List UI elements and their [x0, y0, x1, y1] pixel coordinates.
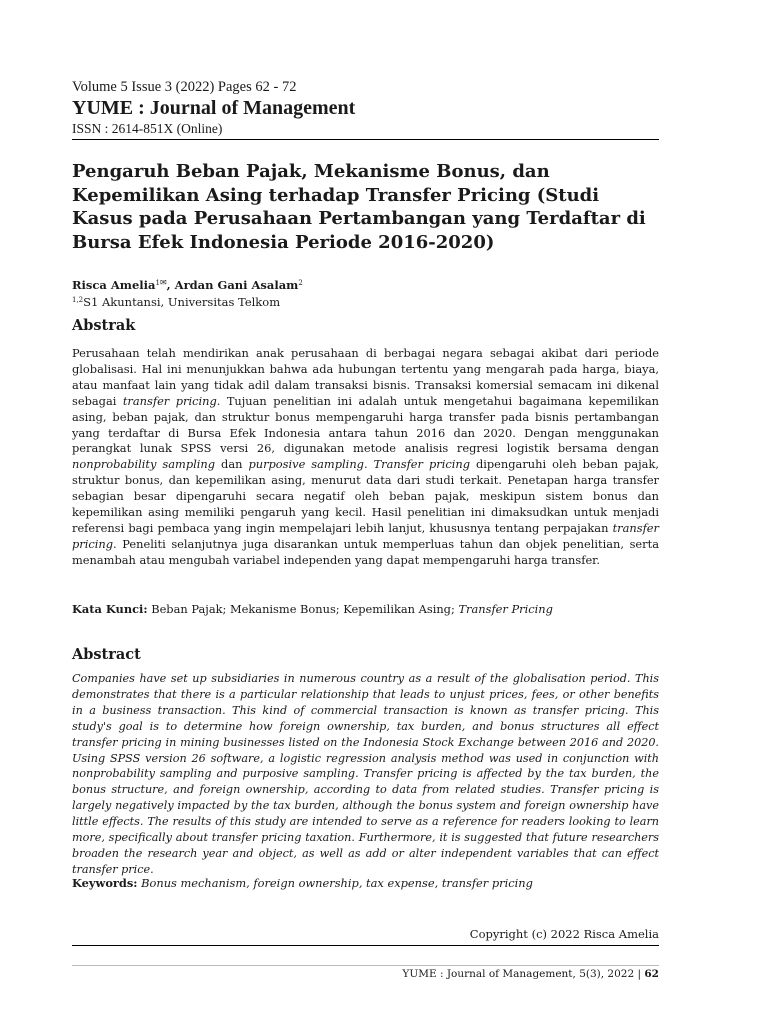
abstract-heading: Abstract — [72, 646, 141, 663]
author-2: Ardan Gani Asalam — [174, 278, 299, 292]
abstrak-italic-term: Transfer pricing — [373, 457, 470, 472]
abstrak-italic-term: transfer pricing — [72, 520, 659, 551]
footer-separator: | — [634, 968, 645, 980]
kata-kunci-italic: Transfer Pricing — [458, 602, 553, 616]
abstrak-text-segment: Perusahaan telah mendirikan anak perusahaan di berbagai negara sebagai akibat dari periode globalisasi. Hal ini menunjukkan bahwa ada hubungan tertentu yang mengarah pada harga, biaya, atau manfaat lain yang tidak adil dalam transaksi bisnis. Transaksi komersial semacam ini dikenal sebagai — [72, 346, 659, 408]
issn-line: ISSN : 2614-851X (Online) — [72, 121, 223, 136]
article-title — [72, 160, 659, 254]
title-normal-part: (Studi Kasus pada Perusahaan Pertambangan yang Terdaftar di Bursa Efek Indonesia Periode 2016-2020) — [72, 184, 646, 253]
journal-header — [72, 78, 659, 137]
abstrak-italic-term: nonprobability sampling — [72, 457, 216, 472]
keywords — [72, 875, 659, 891]
abstrak-text-segment: dan — [215, 457, 249, 472]
kata-kunci — [72, 601, 659, 617]
envelope-icon[interactable]: ✉ — [159, 278, 167, 287]
journal-page — [72, 0, 659, 1024]
author-2-sup: 2 — [298, 279, 303, 287]
keywords-text: Bonus mechanism, foreign ownership, tax expense, transfer pricing — [137, 876, 533, 890]
journal-name: YUME : Journal of Management — [72, 97, 356, 119]
author-separator: , — [166, 278, 175, 292]
kata-kunci-text: Beban Pajak; Mekanisme Bonus; Kepemilikan Asing; — [147, 602, 459, 616]
abstrak-heading: Abstrak — [72, 317, 136, 334]
affiliation: S1 Akuntansi, Universitas Telkom — [83, 295, 281, 309]
abstrak-text-segment: . Tujuan penelitian ini adalah untuk mengetahui bagaimana kepemilikan asing, beban pajak, dan struktur bonus mempengaruhi harga transfer pada bisnis pertambangan yang terdaftar di Bursa Efek Indonesia antara tahun 2016 dan 2020. Dengan menggunakan perangkat lunak SPSS versi 26, digunakan metode analisis regresi logistik bersama dengan — [72, 393, 659, 456]
author-1-sup: 1 — [155, 279, 160, 287]
abstrak-body — [72, 346, 659, 569]
affiliation-line — [72, 292, 280, 310]
copyright-notice: Copyright (c) 2022 Risca Amelia — [469, 927, 659, 941]
abstrak-text-segment: dipengaruhi oleh beban pajak, struktur bonus, dan kepemilikan asing, menurut data dari studi terkait. Penetapan harga transfer sebagian besar dipengaruhi secara negatif oleh beban pajak, meskipun sistem bonus dan kepemilikan asing memiliki pengaruh yang kecil. Hasil penelitian ini dimaksudkan untuk menjadi referensi bagi pembaca yang ingin mempelajari lebih lanjut, khususnya tentang perpajakan — [72, 457, 659, 535]
copyright-rule — [72, 945, 659, 946]
affiliation-sup: 1,2 — [72, 296, 84, 304]
author-1: Risca Amelia — [72, 278, 156, 292]
author-line — [72, 275, 303, 293]
abstrak-text-segment: . — [363, 457, 374, 472]
footer-citation: YUME : Journal of Management, 5(3), 2022 — [402, 968, 635, 980]
keywords-label: Keywords: — [72, 876, 138, 890]
abstrak-italic-term: purposive sampling — [248, 457, 364, 472]
kata-kunci-label: Kata Kunci: — [72, 602, 148, 616]
abstrak-text-segment: . Peneliti selanjutnya juga disarankan untuk memperluas tahun dan objek penelitian, serta menambah atau mengubah variabel independen yang dapat mempengaruhi harga transfer. — [72, 536, 659, 567]
header-rule — [72, 139, 659, 140]
page-number: 62 — [644, 968, 659, 980]
abstract-body: Companies have set up subsidiaries in numerous country as a result of the globalisation period. This demonstrates that there is a particular relationship that leads to unjust prices, fees, or other benefits in a business transaction. This kind of commercial transaction is known as transfer pricing. This study's goal is to determine how foreign ownership, tax burden, and bonus structures all effect transfer pricing in mining businesses listed on the Indonesia Stock Exchange between 2016 and 2020. Using SPSS version 26 software, a logistic regression analysis method was used in conjunction with nonprobability sampling and purposive sampling. Transfer pricing is affected by the tax burden, the bonus structure, and foreign ownership, according to data from related studies. Transfer pricing is largely negatively impacted by the tax burden, although the bonus system and foreign ownership have little effects. The results of this study are intended to serve as a reference for readers looking to learn more, specifically about transfer pricing taxation. Furthermore, it is suggested that future researchers broaden the research year and object, as well as add or alter independent variables that can effect transfer price. — [72, 672, 659, 876]
abstrak-italic-term: transfer pricing — [122, 393, 217, 408]
page-footer — [402, 966, 659, 982]
volume-line: Volume 5 Issue 3 (2022) Pages 62 - 72 — [72, 79, 297, 95]
title-bold-part: Pengaruh Beban Pajak, Mekanisme Bonus, dan Kepemilikan Asing terhadap Transfer Pricing — [72, 161, 550, 206]
